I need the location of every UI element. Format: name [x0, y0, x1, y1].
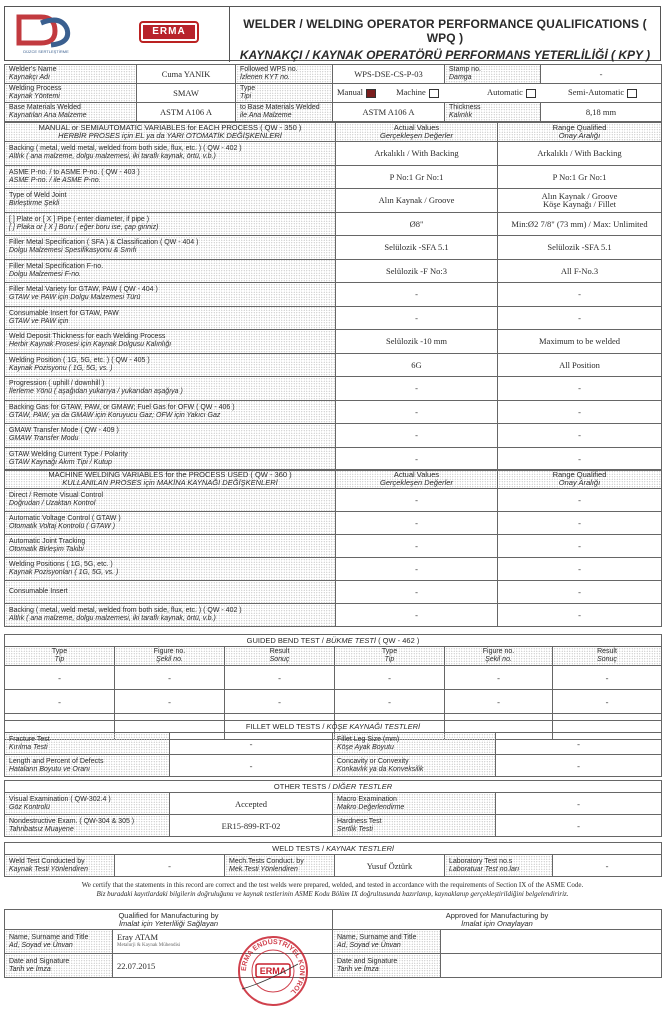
thickness: 8,18 mm — [541, 103, 662, 122]
weld-tests-header: WELD TESTS / KAYNAK TESTLERİ — [5, 843, 662, 855]
manual-row — [5, 424, 662, 448]
logo-subtitle: DÜZCE SERTLEŞTİRME — [23, 49, 69, 54]
manual-label: Backing Gas for GTAW, PAW, or GMAW; Fuel Gas for OFW ( QW - 406 ) GTAW, PAW, ya da GMAW için Koruyucu Gaz; OFW için Yakıcı Gaz — [5, 400, 336, 424]
manual-row — [5, 283, 662, 307]
machine-actual-value: - — [336, 535, 498, 558]
machine-row — [5, 489, 662, 512]
machine-range-value: - — [498, 558, 662, 581]
manual-label: Welding Position ( 1G, 5G, etc. ) ( QW - 405 ) Kaynak Pozisyonu ( 1G, 5G, vs. ) — [5, 353, 336, 377]
manual-label: ASME P-no. / to ASME P-no. ( QW - 403 ) ASME P-no. / ile ASME P-no. — [5, 165, 336, 189]
wps-number: WPS-DSE-CS-P-03 — [333, 65, 445, 84]
manual-row — [5, 353, 662, 377]
manual-row — [5, 212, 662, 236]
manual-label: Type of Weld Joint Birleştirme Şekli — [5, 189, 336, 213]
manual-range-value: All Position — [498, 353, 662, 377]
svg-text:ERMA: ERMA — [259, 966, 287, 976]
manual-checkbox[interactable] — [366, 89, 376, 98]
machine-label: Direct / Remote Visual Control Doğrudan / Uzaktan Kontrol — [5, 489, 336, 512]
stamp-number: - — [541, 65, 662, 84]
manual-row — [5, 400, 662, 424]
title-tr: KAYNAKÇI / KAYNAK OPERATÖRÜ PERFORMANS YETERLİLİĞİ ( KPY ) — [239, 48, 651, 62]
manual-label: Filler Metal Variety for GTAW, PAW ( QW - 404 ) GTAW ve PAW için Dolgu Malzemesi Türü — [5, 283, 336, 307]
company-stamp — [236, 934, 310, 1008]
nde-value: ER15-899-RT-02 — [170, 815, 333, 837]
to-base-material: ASTM A106 A — [333, 103, 445, 122]
manual-range-value: P No:1 Gr No:1 — [498, 165, 662, 189]
manual-label: GMAW Transfer Mode ( QW - 409 ) GMAW Transfer Modu — [5, 424, 336, 448]
manual-actual-value: P No:1 Gr No:1 — [336, 165, 498, 189]
machine-range-value: - — [498, 489, 662, 512]
manual-row — [5, 447, 662, 471]
manual-actual-value: Selülozik -10 mm — [336, 330, 498, 354]
fillet-weld-table: FILLET WELD TESTS / KÖŞE KAYNAĞI TESTLERİ Fracture Test Kırılma Testi - Fillet Leg Size (mm) Köşe Ayak Boyutu - Length and Percent of Defects Hataların Boyutu ve Oranı - Concavity or Convexity Konkavlık ya da Konveksilik - — [4, 720, 662, 777]
fillet-header: FILLET WELD TESTS / KÖŞE KAYNAĞI TESTLERİ — [5, 721, 662, 733]
other-tests-table: OTHER TESTS / DİĞER TESTLER Visual Examination ( QW-302.4 ) Göz Kontrolü Accepted Macro Examination Makro Değerlendirme - Nondestructive Exam. ( QW-304 & 305 ) Tahribatsız Muayene ER15-899-RT-02 Hardness Test Sertlik Testi - — [4, 780, 662, 837]
machine-checkbox[interactable] — [429, 89, 439, 98]
manual-range-value: Alın Kaynak / Groove Köşe Kaynağı / Fillet — [498, 189, 662, 213]
mech-test-conductor: Yusuf Öztürk — [335, 855, 445, 877]
manual-label: Backing ( metal, weld metal, welded from both side, flux, etc. ) ( QW - 402 ) Altlık ( ana malzeme, dolgu malzemesi, iki taraflı kaynak, örtü, v.b.) — [5, 142, 336, 166]
semi-automatic-checkbox[interactable] — [627, 89, 637, 98]
approver-date — [441, 954, 662, 978]
machine-label: Welding Positions ( 1G, 5G, etc. ) Kaynak Pozisyonları ( 1G, 5G, vs. ) — [5, 558, 336, 581]
info-table: Welder's Name Kaynakçı Adı Cuma YANIK Followed WPS no. İzlenen KYT no. WPS-DSE-CS-P-03 Stamp no. Damga - Welding Process Kaynak Yöntemi SMAW Type Tipi Manual Machine Automatic Semi-Automatic Base Materials Welded Kaynatılan Ana Malzeme ASTM A106 A to Base Materials Welded ile Ana Malzeme ASTM A106 A Thickness Kalınlık 8,18 mm — [4, 64, 662, 122]
machine-variables-table: MACHINE WELDING VARIABLES for the PROCESS USED ( QW - 360 ) KULLANILAN PROSES için MAKİNA KAYNAĞI DEĞİŞKENLERİ Actual Values Gerçekleşen Değerler Range Qualified Onay Aralığı Direct / Remote Visual Control Doğrudan / Uzaktan Kontrol - - Automatic Voltage Control ( GTAW ) Otomatik Voltaj Kontrolü ( GTAW ) - - Automatic Joint Tracking Otomatik Birleşim Takibi - - Welding Positions ( 1G, 5G, etc. ) Kaynak Pozisyonları ( 1G, 5G, vs. ) - - Consumable Insert - - Backing ( metal, weld metal, welded from both side, flux, etc. ) ( QW - 402 ) Altlık ( ana malzeme, dolgu malzemesi, iki taraflı kaynak, örtü, v.b.) - - — [4, 469, 662, 627]
welding-process: SMAW — [137, 84, 236, 103]
machine-range-value: - — [498, 535, 662, 558]
process-type: Manual Machine Automatic Semi-Automatic — [333, 84, 662, 103]
manual-actual-value: Selülozik -SFA 5.1 — [336, 236, 498, 260]
machine-row — [5, 581, 662, 604]
certification-statement: We certify that the statements in this record are correct and the test welds were prepared, welded, and tested in accordance with the requirements of Section IX of the ASME Code. Biz buradaki kayıtlardaki bilgilerin doğruluğunu ve kaynak testlerinin ASME Kodu Bölüm IX doğrultusunda hazırlanıp, kaynaklanıp gerçekleştirildiğini belgelendiririz. — [81, 881, 584, 898]
manual-range-value: - — [498, 400, 662, 424]
manual-actual-value: Alın Kaynak / Groove — [336, 189, 498, 213]
manual-range-value: - — [498, 377, 662, 401]
manual-actual-value: Ø8" — [336, 212, 498, 236]
fracture-test-value: - — [170, 733, 333, 755]
manual-label: Filler Metal Specification ( SFA ) & Classification ( QW - 404 ) Dolgu Malzemesi Spesifikasyonu & Sınıfı — [5, 236, 336, 260]
document-header — [4, 6, 661, 61]
machine-label: Automatic Voltage Control ( GTAW ) Otomatik Voltaj Kontrolü ( GTAW ) — [5, 512, 336, 535]
manual-label: Weld Deposit Thickness for each Welding Process Herbir Kaynak Prosesi için Kaynak Dolgusu Kalınlığı — [5, 330, 336, 354]
manual-actual-value: 6G — [336, 353, 498, 377]
base-material: ASTM A106 A — [137, 103, 236, 122]
lab-test-number: - — [553, 855, 662, 877]
manual-range-value: All F-No.3 — [498, 259, 662, 283]
title-en: WELDER / WELDING OPERATOR PERFORMANCE QUALIFICATIONS ( WPQ ) — [243, 17, 647, 45]
manual-actual-value: Arkalıklı / With Backing — [336, 142, 498, 166]
manual-actual-value: - — [336, 306, 498, 330]
manual-actual-value: - — [336, 400, 498, 424]
machine-actual-value: - — [336, 581, 498, 604]
manual-label: GTAW Welding Current Type / Polarity GTAW Kaynağı Akım Tipi / Kutup — [5, 447, 336, 471]
welder-name: Cuma YANIK — [137, 65, 236, 84]
manual-range-value: Min:Ø2 7/8" (73 mm) / Max: Unlimited — [498, 212, 662, 236]
manual-range-value: Arkalıklı / With Backing — [498, 142, 662, 166]
manual-row — [5, 165, 662, 189]
macro-exam-value: - — [496, 793, 662, 815]
guided-bend-header: GUIDED BEND TEST / BÜKME TESTİ ( QW - 462 ) — [5, 635, 662, 647]
visual-exam-value: Accepted — [170, 793, 333, 815]
machine-actual-value: - — [336, 558, 498, 581]
automatic-checkbox[interactable] — [526, 89, 536, 98]
machine-label: Backing ( metal, weld metal, welded from both side, flux, etc. ) ( QW - 402 ) Altlık ( ana malzeme, dolgu malzemesi, iki taraflı kaynak, örtü, v.b.) — [5, 604, 336, 627]
manual-actual-value: - — [336, 447, 498, 471]
machine-label: Consumable Insert — [5, 581, 336, 604]
manual-actual-value: - — [336, 424, 498, 448]
document-title — [229, 7, 660, 62]
manual-range-value: - — [498, 447, 662, 471]
svg-text:ERMA ENDÜSTRİYEL KONTROL: ERMA ENDÜSTRİYEL KONTROL — [240, 938, 306, 996]
manual-range-value: - — [498, 424, 662, 448]
machine-range-value: - — [498, 581, 662, 604]
manual-range-value: - — [498, 306, 662, 330]
qualifier-name: Eray ATAM Metalurji & Kaynak Mühendisi — [113, 930, 333, 954]
weld-test-conductor: - — [115, 855, 225, 877]
manual-actual-value: Selülozik -F No:3 — [336, 259, 498, 283]
machine-range-value: - — [498, 512, 662, 535]
concavity-value: - — [496, 755, 662, 777]
manual-actual-value: - — [336, 377, 498, 401]
manual-variables-table: MANUAL or SEMIAUTOMATIC VARIABLES for EACH PROCESS ( QW - 350 ) HERBİR PROSES için EL ya da YARI OTOMATİK DEĞİŞKENLERİ Actual Values Gerçekleşen Değerler Range Qualified Onay Aralığı Backing ( metal, weld metal, welded from both side, flux, etc. ) ( QW - 402 ) Altlık ( ana malzeme, dolgu malzemesi, iki taraflı kaynak, örtü, v.b.) Arkalıklı / With Backing Arkalıklı / With Backing ASME P-no. / to ASME P-no. ( QW - 403 ) ASME P-no. / ile ASME P-no. P No:1 Gr No:1 P No:1 Gr No:1 Type of Weld Joint Birleştirme Şekli Alın Kaynak / Groove Alın Kaynak / Groove Köşe Kaynağı / Fillet [ ] Plate or [ X ] Pipe ( enter diameter, if pipe ) [ ] Plaka or [ X ] Boru ( eğer boru ise, çap giriniz) Ø8" Min:Ø2 7/8" (73 mm) / Max: Unlimited Filler Metal Specification ( SFA ) & Classification ( QW - 404 ) Dolgu Malzemesi Spesifikasyonu & Sınıfı Selülozik -SFA 5.1 Selülozik -SFA 5.1 Filler Metal Specification F-no. Dolgu Malzemesi F-no. Selülozik -F No:3 All F-No.3 Filler Metal Variety for GTAW, PAW ( QW - 404 ) GTAW ve PAW için Dolgu Malzemesi Türü - - Consumable Insert for GTAW, PAW GTAW ve PAW için - - Weld Deposit Thickness for each Welding Process Herbir Kaynak Prosesi için Kaynak Dolgusu Kalınlığı Selülozik -10 mm Maximum to be welded Welding Position ( 1G, 5G, etc. ) ( QW - 405 ) Kaynak Pozisyonu ( 1G, 5G, vs. ) 6G All Position Progression ( uphill / downhill ) İlerleme Yönü ( aşağıdan yukarıya / yukarıdan aşağıya ) - - Backing Gas for GTAW, PAW, or GMAW; Fuel Gas for OFW ( QW - 406 ) GTAW, PAW, ya da GMAW için Koruyucu Gaz; OFW için Yakıcı Gaz - - GMAW Transfer Mode ( QW - 409 ) GMAW Transfer Modu - - GTAW Welding Current Type / Polarity GTAW Kaynağı Akım Tipi / Kutup - - — [4, 122, 662, 471]
manual-label: [ ] Plate or [ X ] Pipe ( enter diameter, if pipe ) [ ] Plaka or [ X ] Boru ( eğer boru ise, çap giriniz) — [5, 212, 336, 236]
manual-range-value: - — [498, 283, 662, 307]
manual-actual-value: - — [336, 283, 498, 307]
manual-label: Consumable Insert for GTAW, PAW GTAW ve PAW için — [5, 306, 336, 330]
fillet-leg-value: - — [496, 733, 662, 755]
defects-value: - — [170, 755, 333, 777]
machine-actual-value: - — [336, 604, 498, 627]
wpq-document — [4, 6, 661, 1004]
machine-actual-value: - — [336, 512, 498, 535]
manual-range-value: Selülozik -SFA 5.1 — [498, 236, 662, 260]
manual-row — [5, 259, 662, 283]
other-tests-header: OTHER TESTS / DİĞER TESTLER — [5, 781, 662, 793]
weld-tests-table: WELD TESTS / KAYNAK TESTLERİ Weld Test Conducted by Kaynak Testi Yönlendiren - Mech.Tests Conduct. by Mek.Testi Yönlendiren Yusuf Öztürk Laboratory Test no.s Laboratuar Test no.ları - — [4, 842, 662, 877]
manual-label: Progression ( uphill / downhill ) İlerleme Yönü ( aşağıdan yukarıya / yukarıdan aşağıya ) — [5, 377, 336, 401]
signature-table: Qualified for Manufacturing by İmalat için Yeterliliği Sağlayan Approved for Manufacturing by İmalat için Onaylayan Name, Surname and Title Ad, Soyad ve Ünvan Eray ATAM Metalurji & Kaynak Mühendisi Name, Surname and Title Ad, Soyad ve Ünvan Date and Signature Tarih ve İmza 22.07.2015 Date and Signature Tarih ve İmza — [4, 909, 662, 978]
dse-logo — [11, 9, 81, 57]
manual-range-value: Maximum to be welded — [498, 330, 662, 354]
machine-label: Automatic Joint Tracking Otomatik Birleşim Takibi — [5, 535, 336, 558]
manual-row — [5, 142, 662, 166]
manual-row — [5, 306, 662, 330]
machine-row — [5, 558, 662, 581]
manual-label: Filler Metal Specification F-no. Dolgu Malzemesi F-no. — [5, 259, 336, 283]
manual-row — [5, 377, 662, 401]
machine-range-value: - — [498, 604, 662, 627]
hardness-value: - — [496, 815, 662, 837]
manual-row — [5, 236, 662, 260]
qualifier-date: 22.07.2015 — [113, 954, 333, 978]
machine-row — [5, 512, 662, 535]
manual-row — [5, 189, 662, 213]
manual-row — [5, 330, 662, 354]
erma-logo: ERMA — [139, 21, 199, 43]
guided-bend-table: GUIDED BEND TEST / BÜKME TESTİ ( QW - 462 ) Type Tip Figure no. Şekil no. Result Sonuç Type Tip Figure no. Şekil no. Result Sonuç - - - - - - - - - - - - — [4, 634, 662, 740]
machine-row — [5, 604, 662, 627]
approver-name — [441, 930, 662, 954]
machine-actual-value: - — [336, 489, 498, 512]
machine-row — [5, 535, 662, 558]
